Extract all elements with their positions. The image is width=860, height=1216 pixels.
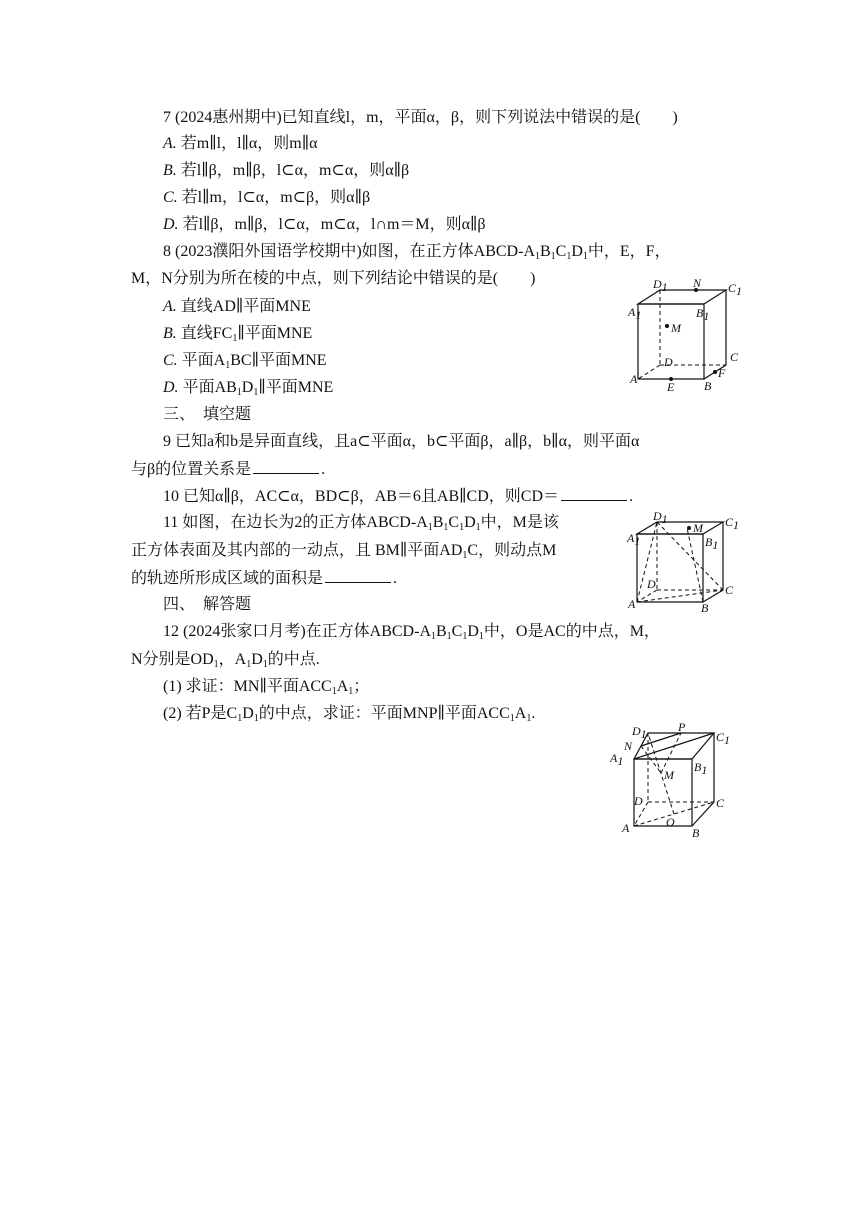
q8-label-e: E — [667, 380, 675, 394]
q12-cube-right-face — [692, 733, 714, 826]
q7-stem: 7 (2024惠州期中)已知直线l，m，平面α，β，则下列说法中错误的是( ) — [163, 109, 678, 126]
q12-label-c: C — [716, 796, 725, 810]
q8-label-a1: A1 — [628, 305, 642, 322]
q8-option-c: C. 平面$A_1BC\parallel$平面MNE — [163, 352, 327, 371]
q8-label-c: C — [730, 350, 739, 364]
q8-label-m: M — [671, 321, 681, 335]
q11-label-c: C — [725, 583, 734, 597]
q12-label-o: O — [666, 815, 675, 829]
q11-label-m: M — [693, 521, 703, 535]
q11-line1: 11 如图，在边长为2的正方体ABCD-$A_1B_1C_1D_1$中，M是该 — [163, 514, 559, 533]
q9-line1: 9 已知a和b是异面直线，且a⊂平面α，b⊂平面β，a∥β，b∥α，则平面α — [163, 433, 640, 450]
q8-label-n: N — [693, 276, 702, 290]
q7-option-b: B. 若l∥β，m∥β，l⊂α，m⊂α，则α∥β — [163, 162, 410, 179]
section-fill-in-heading: 三、 填空题 — [163, 406, 252, 423]
q12-part1: (1) 求证：MN∥平面$ACC_1A_1$； — [163, 678, 370, 697]
q12-part2: (2) 若P是$C_1D_1$的中点，求证：平面MNP∥平面$ACC_1A_1$. — [163, 705, 536, 724]
q11-label-a: A — [628, 597, 636, 611]
q11-diagonal-ac — [637, 590, 723, 602]
q7-option-a: A. 若m∥l，l∥α，则m∥α — [163, 135, 318, 152]
q11-cube-front-face — [637, 534, 703, 602]
q11-line3: 的轨迹所形成区域的面积是 . — [131, 570, 398, 587]
q8-cube-hidden-edge-3 — [638, 365, 660, 379]
q10-answer-blank[interactable] — [561, 486, 627, 501]
q8-cube-top-face — [638, 290, 726, 304]
q12-cube-front-face — [634, 759, 692, 826]
q12-label-b: B — [692, 826, 700, 840]
q8-option-a: A. 直线AD∥平面MNE — [163, 298, 311, 315]
q8-label-d1: D1 — [653, 277, 668, 294]
q8-label-b: B — [704, 379, 712, 393]
q7-option-c: C. 若l∥m，l⊂α，m⊂β，则α∥β — [163, 189, 371, 206]
q12-label-b1: B1 — [694, 760, 708, 777]
q12-label-d: D — [634, 794, 643, 808]
q12-label-m: M — [664, 768, 674, 782]
q10-line: 10 已知α∥β，AC⊂α，BD⊂β，AB＝6且AB∥CD，则CD＝ . — [163, 488, 634, 505]
q7-option-d: D. 若l∥β，m∥β，l⊂α，m⊂α，l∩m＝M，则α∥β — [163, 216, 486, 233]
q11-line2: 正方体表面及其内部的一动点，且 BM∥平面$AD_1C$，则动点M — [131, 542, 557, 561]
q12-label-p: P — [678, 720, 686, 734]
q11-answer-blank[interactable] — [325, 568, 391, 583]
q11-label-c1: C1 — [725, 515, 740, 532]
q8-cube-figure — [628, 276, 743, 394]
q12-label-d1: D1 — [632, 724, 647, 741]
q11-label-d: D — [647, 577, 656, 591]
q8-option-d: D. 平面$AB_1D_1\parallel$平面MNE — [163, 379, 334, 398]
q8-point-m — [665, 324, 669, 328]
q12-label-n: N — [624, 739, 633, 753]
q9-answer-blank[interactable] — [253, 459, 319, 474]
q8-label-c1: C1 — [728, 281, 743, 298]
q8-label-a: A — [630, 372, 638, 386]
q11-cube-figure — [625, 509, 745, 615]
q12-line1: 12 (2024张家口月考)在正方体ABCD-$A_1B_1C_1D_1$中，O是AC的中点，M， — [163, 623, 660, 642]
q8-stem-line2: M，N分别为所在棱的中点，则下列结论中错误的是( ) — [131, 270, 536, 287]
q12-cube-figure — [608, 720, 733, 840]
q8-label-b1: B1 — [696, 306, 710, 323]
q8-label-d: D — [664, 355, 673, 369]
q11-label-a1: A1 — [627, 531, 641, 548]
q8-option-b: B. 直线$FC_1\parallel$平面MNE — [163, 325, 313, 344]
q8-label-f: F — [718, 366, 726, 380]
q8-stem-line1: 8 (2023濮阳外国语学校期中)如图，在正方体ABCD-$A_1B_1C_1D_1$中，E，F， — [163, 243, 671, 262]
section-solution-heading: 四、 解答题 — [163, 596, 252, 613]
q11-label-b: B — [701, 601, 709, 615]
q12-label-c1: C1 — [716, 730, 731, 747]
q9-line2: 与β的位置关系是 . — [131, 461, 326, 478]
q11-label-b1: B1 — [705, 535, 719, 552]
q12-line2: N分别是$OD_1$，$A_1D_1$的中点. — [131, 651, 320, 670]
q11-diagonal-d1c — [657, 522, 723, 590]
q12-label-a1: A1 — [610, 751, 624, 768]
q11-diagonal-bm — [687, 528, 703, 602]
q11-cube-top-face — [637, 522, 723, 534]
q8-point-f — [713, 370, 717, 374]
q12-label-a: A — [622, 821, 630, 835]
q11-label-d1: D1 — [653, 509, 668, 526]
q11-point-m — [687, 526, 691, 530]
